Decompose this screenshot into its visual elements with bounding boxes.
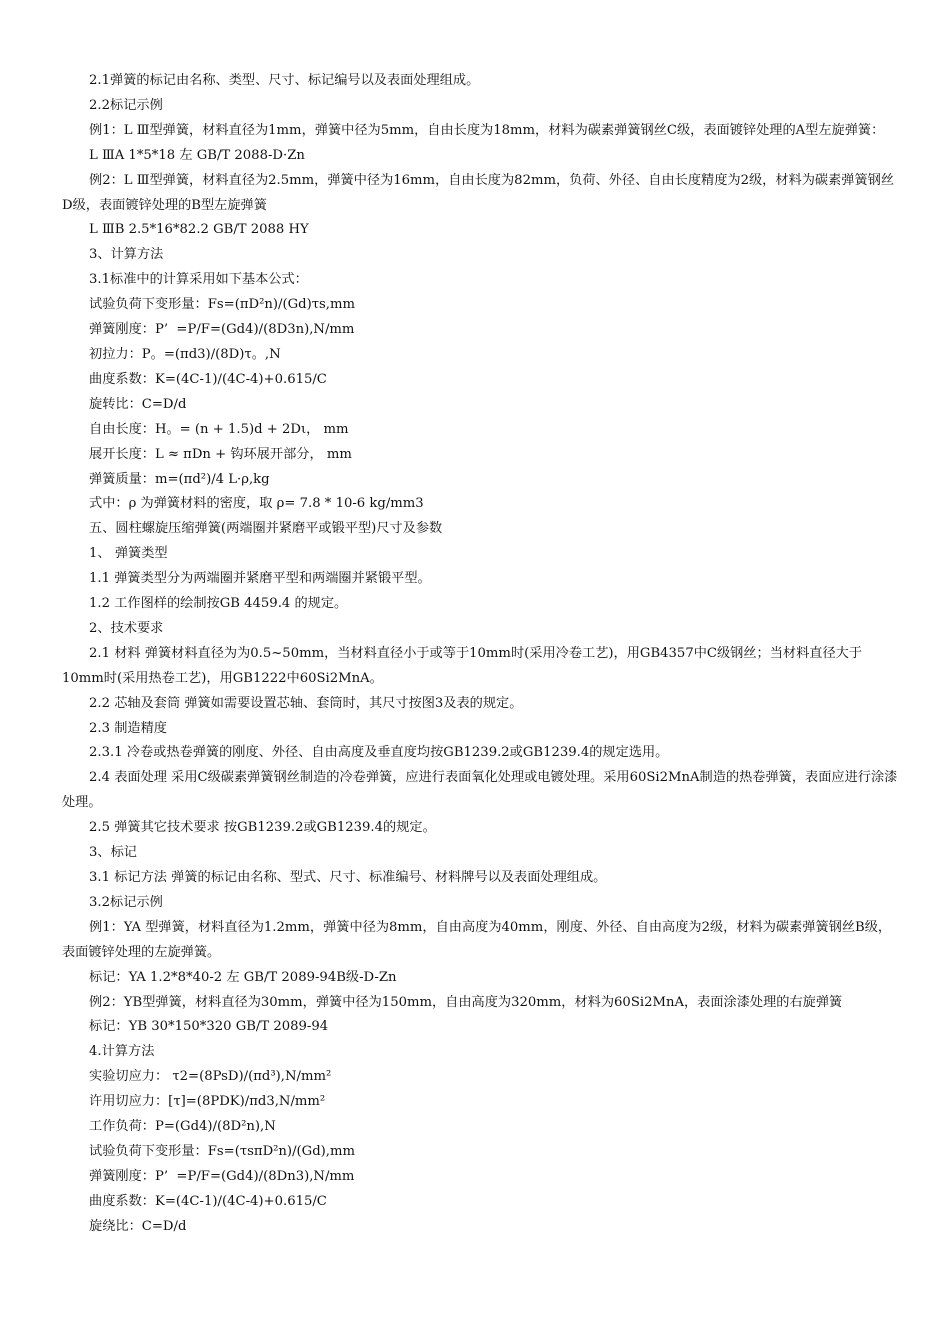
paragraph: 自由长度：H。= (n + 1.5)d + 2Dι， mm: [89, 421, 349, 437]
paragraph: L ⅢB 2.5*16*82.2 GB/T 2088 HY: [89, 222, 309, 238]
paragraph: 2、技术要求: [89, 620, 164, 636]
paragraph: 弹簧质量：m=(πd²)/4 L·ρ,kg: [89, 471, 270, 487]
paragraph: 2.5 弹簧其它技术要求 按GB1239.2或GB1239.4的规定。: [89, 820, 436, 836]
paragraph: 五、圆柱螺旋压缩弹簧(两端圈并紧磨平或锻平型)尺寸及参数: [89, 521, 443, 537]
paragraph: 2.2 芯轴及套筒 弹簧如需要设置芯轴、套筒时，其尺寸按图3及表的规定。: [89, 695, 523, 711]
paragraph: 2.4 表面处理 采用C级碳素弹簧钢丝制造的冷卷弹簧，应进行表面氧化处理或电镀处理。采用60Si2MnA制造的热卷弹簧，表面应进行涂漆处理。: [62, 770, 898, 811]
paragraph: 2.3 制造精度: [89, 720, 167, 736]
document-body: [62, 69, 902, 1240]
paragraph: 标记：YA 1.2*8*40-2 左 GB/T 2089-94B级-D-Zn: [89, 969, 397, 985]
paragraph: 例1：L Ⅲ型弹簧，材料直径为1mm，弹簧中径为5mm，自由长度为18mm，材料为碳素弹簧钢丝C级，表面镀锌处理的A型左旋弹簧：: [89, 122, 885, 138]
paragraph: 例2：L Ⅲ型弹簧，材料直径为2.5mm，弹簧中径为16mm，自由长度为82mm，负荷、外径、自由长度精度为2级，材料为碳素弹簧钢丝D级，表面镀锌处理的B型左旋弹簧: [62, 172, 895, 213]
paragraph: 1、 弹簧类型: [89, 546, 168, 562]
paragraph: 工作负荷：P=(Gd4)/(8D²n),N: [89, 1119, 276, 1135]
paragraph: 2.1弹簧的标记由名称、类型、尺寸、标记编号以及表面处理组成。: [89, 73, 480, 88]
paragraph: 3、计算方法: [89, 247, 164, 263]
paragraph: 2.1 材料 弹簧材料直径为为0.5~50mm，当材料直径小于或等于10mm时(采用冷卷工艺)，用GB4357中C级钢丝；当材料直径大于10mm时(采用热卷工艺)，用GB1222中60Si2MnA。: [62, 645, 863, 686]
paragraph: 展开长度：L ≈ πDn + 钩环展开部分， mm: [89, 446, 352, 462]
paragraph: 2.2标记示例: [89, 97, 163, 113]
paragraph: 1.1 弹簧类型分为两端圈并紧磨平型和两端圈并紧锻平型。: [89, 571, 431, 587]
paragraph: 弹簧刚度：P’ =P/F=(Gd4)/(8Dn3),N/mm: [89, 1168, 355, 1184]
paragraph: 2.3.1 冷卷或热卷弹簧的刚度、外径、自由高度及垂直度均按GB1239.2或GB1239.4的规定选用。: [89, 745, 669, 761]
paragraph: 3.1 标记方法 弹簧的标记由名称、型式、尺寸、标准编号、材料牌号以及表面处理组成。: [89, 870, 607, 885]
paragraph: 例1：YA 型弹簧，材料直径为1.2mm，弹簧中径为8mm，自由高度为40mm，刚度、外径、自由高度为2级，材料为碳素弹簧钢丝B级，表面镀锌处理的左旋弹簧。: [62, 919, 892, 960]
paragraph: 标记：YB 30*150*320 GB/T 2089-94: [89, 1019, 329, 1035]
paragraph: 旋转比：C=D/d: [89, 396, 187, 412]
paragraph: 式中：ρ 为弹簧材料的密度，取 ρ= 7.8 * 10-6 kg/mm3: [89, 496, 424, 512]
paragraph: 3.1标准中的计算采用如下基本公式：: [89, 272, 308, 288]
paragraph: 实验切应力： τ2=(8PsD)/(πd³),N/mm²: [89, 1069, 332, 1085]
paragraph: 3、标记: [89, 845, 137, 861]
paragraph: 4.计算方法: [89, 1044, 155, 1060]
paragraph: 试验负荷下变形量：Fs=(πD²n)/(Gd)τs,mm: [89, 297, 355, 313]
paragraph: 3.2标记示例: [89, 894, 163, 910]
paragraph: 旋绕比：C=D/d: [89, 1218, 187, 1234]
paragraph: 许用切应力：[τ]=(8PDK)/πd3,N/mm²: [89, 1094, 326, 1110]
paragraph: 初拉力：P。=(πd3)/(8D)τ。,N: [89, 346, 281, 362]
paragraph: L ⅢA 1*5*18 左 GB/T 2088-D·Zn: [89, 147, 305, 163]
paragraph: 曲度系数：K=(4C-1)/(4C-4)+0.615/C: [89, 371, 327, 387]
paragraph: 例2：YB型弹簧，材料直径为30mm，弹簧中径为150mm，自由高度为320mm，材料为60Si2MnA，表面涂漆处理的右旋弹簧: [89, 994, 843, 1010]
paragraph: 曲度系数：K=(4C-1)/(4C-4)+0.615/C: [89, 1193, 327, 1209]
paragraph: 弹簧刚度：P’ =P/F=(Gd4)/(8D3n),N/mm: [89, 322, 355, 338]
paragraph: 试验负荷下变形量：Fs=(τsπD²n)/(Gd),mm: [89, 1143, 355, 1159]
paragraph: 1.2 工作图样的绘制按GB 4459.4 的规定。: [89, 596, 348, 612]
